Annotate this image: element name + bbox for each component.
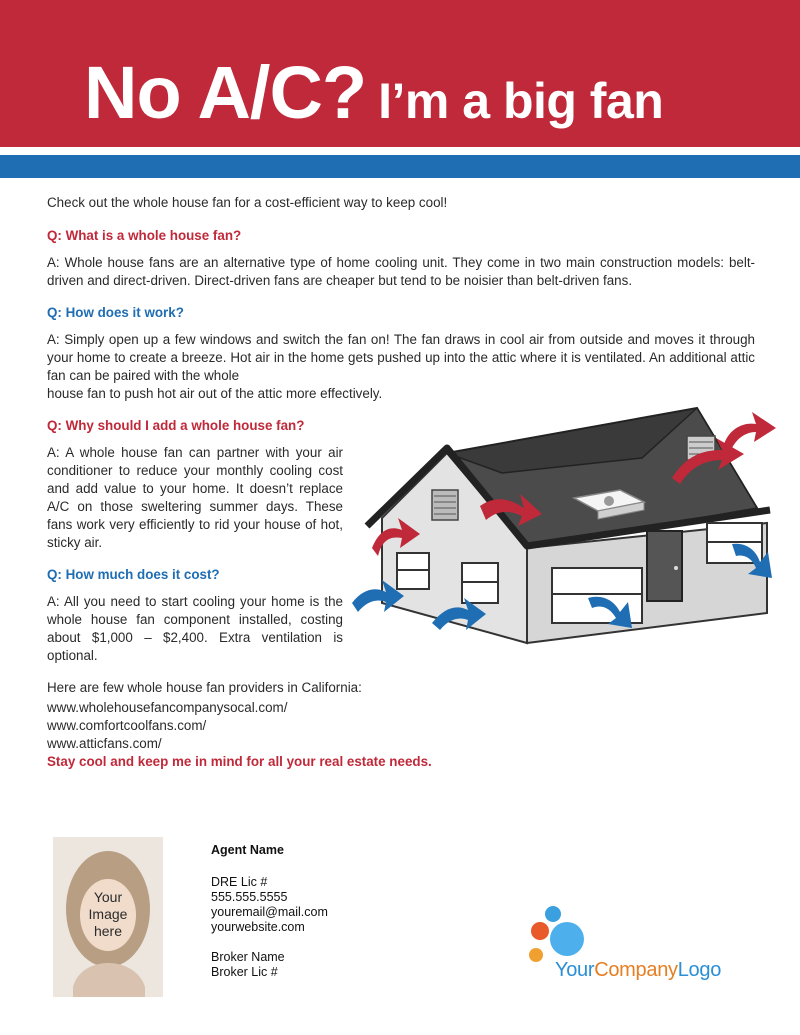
- logo-wordmark: YourCompanyLogo: [555, 959, 722, 981]
- company-logo: [523, 905, 738, 985]
- logo-bubbles-icon: [523, 905, 613, 965]
- intro-text: Check out the whole house fan for a cost-efficient way to keep cool!: [47, 195, 448, 210]
- agent-email[interactable]: youremail@mail.com: [211, 905, 328, 919]
- answer-2: A: Simply open up a few windows and switch the fan on! The fan draws in cool air from outside and moves it through your home to create a breeze. Hot air in the home gets pushed up into the attic where it is ventilated. An additional attic fan can be paired with the whole: [47, 332, 755, 383]
- providers-intro: Here are few whole house fan providers in California:: [47, 680, 362, 695]
- providers-list: [47, 699, 755, 753]
- agent-phone[interactable]: 555.555.5555: [211, 890, 288, 904]
- header-banner: [0, 0, 800, 147]
- gable-vent: [432, 490, 458, 520]
- agent-name: Agent Name: [211, 843, 284, 857]
- agent-website[interactable]: yourwebsite.com: [211, 920, 305, 934]
- answer-4: A: All you need to start cooling your home is the whole house fan component installed, costing about $1,000 – $2,400. Extra ventilation is optional.: [47, 594, 343, 663]
- house-illustration: [352, 398, 782, 658]
- question-4: Q: How much does it cost?: [47, 567, 220, 582]
- broker-license: Broker Lic #: [211, 965, 278, 979]
- provider-link-2[interactable]: www.comfortcoolfans.com/: [47, 718, 207, 733]
- question-1: Q: What is a whole house fan?: [47, 228, 242, 243]
- header-stripe: [0, 155, 800, 178]
- title-main: No A/C?: [84, 51, 367, 134]
- closing-text: Stay cool and keep me in mind for all your real estate needs.: [47, 754, 432, 769]
- question-3: Q: Why should I add a whole house fan?: [47, 418, 305, 433]
- front-door: [647, 531, 682, 601]
- answer-2-cont: house fan to push hot air out of the attic more effectively.: [47, 386, 383, 401]
- header-divider: [0, 147, 800, 155]
- agent-contact: [211, 843, 328, 980]
- broker-name: Broker Name: [211, 950, 285, 964]
- hot-air-arrow-4: [724, 412, 776, 452]
- agent-photo: [53, 837, 163, 997]
- provider-link-3[interactable]: www.atticfans.com/: [47, 736, 162, 751]
- page-title: [84, 50, 663, 135]
- question-2: Q: How does it work?: [47, 305, 184, 320]
- answer-3: A: A whole house fan can partner with your air conditioner to reduce your monthly cooling cost and add value to your home. It doesn’t replace A/C on those sweltering summer days. These fans work very efficiently to rid your house of hot, sticky air.: [47, 445, 343, 550]
- title-sub: I’m a big fan: [378, 73, 664, 129]
- answer-1: A: Whole house fans are an alternative type of home cooling unit. They come in two main construction models: belt-driven and direct-driven. Direct-driven fans are cheaper but tend to be noisier than belt-driven fans.: [47, 255, 755, 288]
- provider-link-1[interactable]: www.wholehousefancompanysocal.com/: [47, 700, 288, 715]
- dre-license: DRE Lic #: [211, 875, 268, 889]
- photo-placeholder-text: Your Image here: [88, 889, 128, 939]
- fan-hub: [604, 496, 614, 506]
